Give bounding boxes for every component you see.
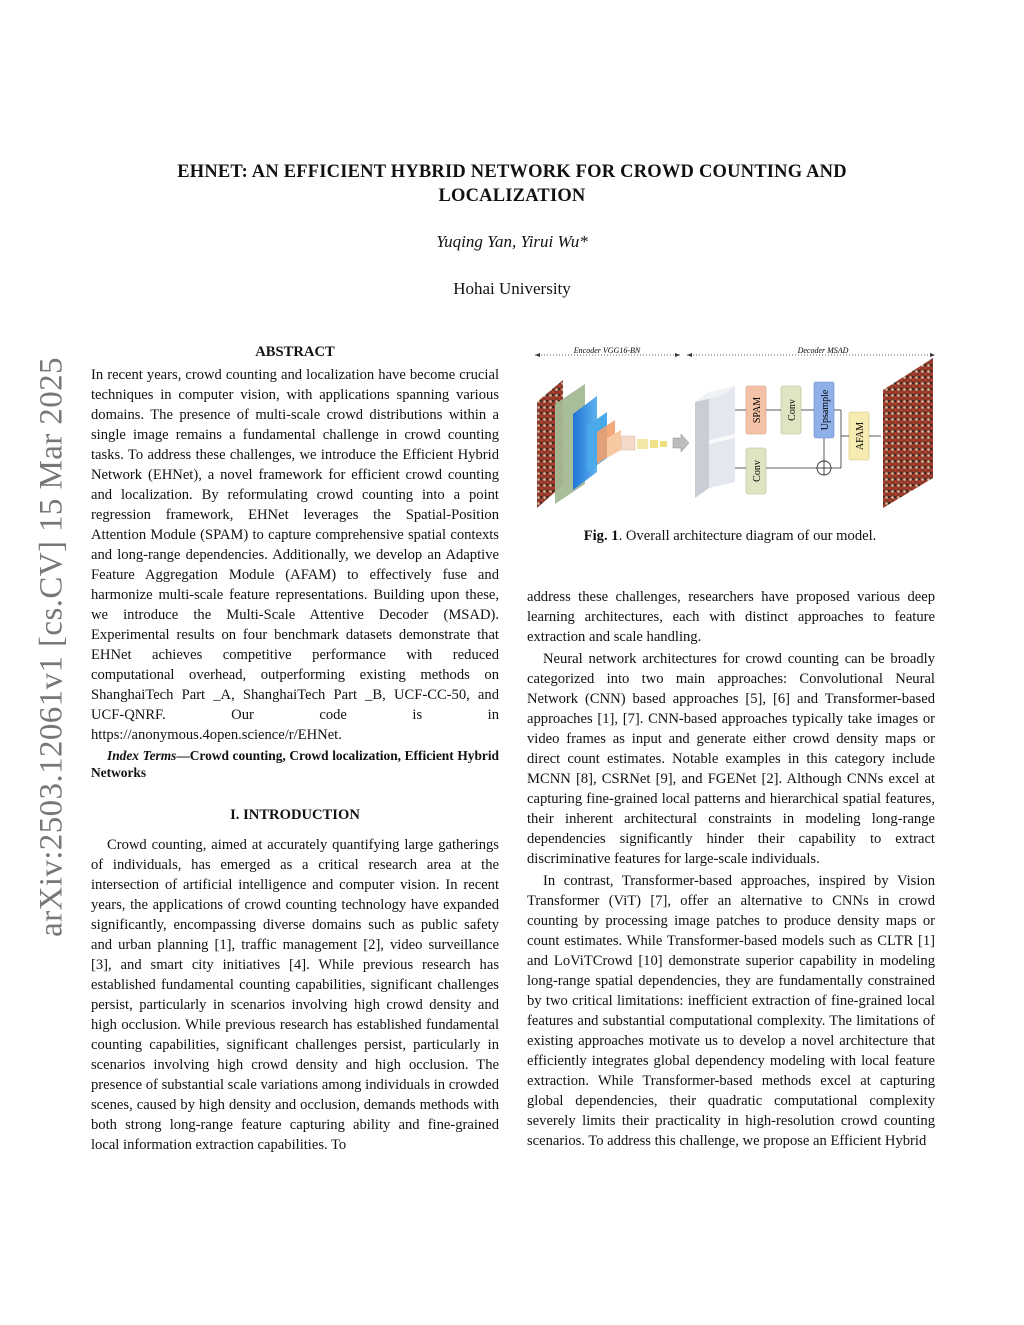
intro-heading: I. INTRODUCTION [230, 807, 360, 823]
authors: Yuqing Yan, Yirui Wu* [436, 232, 588, 251]
affiliation: Hohai University [453, 279, 571, 298]
conv-top-label: Conv [787, 399, 798, 421]
title-line-2: LOCALIZATION [438, 186, 586, 206]
transition-arrow-icon [673, 434, 689, 452]
title-line-1: EHNET: AN EFFICIENT HYBRID NETWORK FOR CROWD COUNTING AND [177, 162, 847, 182]
upsample-label: Upsample [820, 389, 831, 431]
afam-label: AFAM [855, 421, 866, 451]
decoder-arrow-right-icon [930, 353, 935, 357]
abstract-text: In recent years, crowd counting and localization have become crucial techniques in computer vision, with applications spanning various domains. The presence of multi-scale crowd distributions within a single image remains a fundamental challenge in crowd counting tasks. To address these challenges, we introduce the Efficient Hybrid Network (EHNet), a novel framework for efficient crowd counting and localization. By reformulating crowd counting into a point regression framework, EHNet leverages the Spatial-Position Attention Module (SPAM) to capture comprehensive spatial contexts and long-range dependencies. Additionally, we develop an Adaptive Feature Aggregation Module (AFAM) to effectively fuse and harmonize multi-scale feature representations. Building upon these, we introduce the Multi-Scale Attentive Decoder (MSAD). Experimental results on four benchmark datasets demonstrate that EHNet achieves competitive performance with reduced computational overhead, outperforming existing methods on ShanghaiTech Part _A, ShanghaiTech Part _B, UCF-CC-50, and UCF-QNRF. Our code is in https://anonymous.4open.science/r/EHNet. [91, 367, 499, 743]
encoder-block-9 [660, 441, 667, 447]
right-paragraph-2: In contrast, Transformer-based approaches, inspired by Vision Transformer (ViT) [7], offer an alternative to CNNs in crowd counting by processing image patches to produce density maps or count estimates. While Transformer-based models such as CLTR [1] and LoViTCrowd [10] demonstrate superior capability in modeling long-range spatial dependencies, they are fundamentally constrained by two critical limitations: inefficient extraction of fine-grained local features and substantial computational complexity. The limitations of existing approaches motivate us to develop a novel architecture that efficiently integrates global dependency modeling with local feature extraction. While Transformer-based methods excel at capturing global dependencies, their quadratic computational complexity severely limits their practicality in high-resolution crowd counting scenarios. To address this challenge, we propose an Efficient Hybrid [527, 873, 935, 1149]
spam-label: SPAM [752, 396, 763, 424]
encoder-arrow-right-icon [675, 353, 680, 357]
figure-caption [525, 528, 935, 545]
paper-title [0, 160, 1024, 208]
conv-bottom-label: Conv [752, 460, 763, 482]
right-paragraph-0: address these challenges, researchers have proposed various deep learning architectures, each with distinct approaches to feature extraction and scale handling. [527, 589, 935, 645]
index-terms-label: Index Terms [107, 748, 177, 763]
left-column [91, 342, 499, 1155]
figure-caption-text: . Overall architecture diagram of our model. [618, 528, 877, 544]
feature-block-side [695, 392, 709, 498]
encoder-block-6 [621, 436, 635, 450]
decoder-label: Decoder MSAD [797, 346, 849, 355]
architecture-diagram [525, 340, 945, 510]
figure-caption-label: Fig. 1 [583, 528, 619, 544]
intro-paragraph-1: Crowd counting, aimed at accurately quantifying large gatherings of individuals, has emerged as a critical research area at the intersection of artificial intelligence and computer vision. In recent years, the applications of crowd counting technology have expanded significantly, encompassing diverse domains such as public safety and urban planning [1], traffic management [2], video surveillance [3], and smart city initiatives [4]. While previous research has established fundamental counting capabilities, significant challenges persist, particularly in scenarios involving high crowd density and high occlusion. While previous research has established fundamental counting capabilities, significant challenges persist, particularly in scenarios involving high crowd density and high occlusion. The presence of substantial scale variations among individuals in crowded scenes, caused by high density and occlusion, demands methods with both strong long-range feature capturing ability and fine-grained local information extraction capabilities. To [91, 837, 499, 1153]
arxiv-identifier: arXiv:2503.12061v1 [cs.CV] 15 Mar 2025 [33, 357, 70, 937]
encoder-block-8 [650, 440, 658, 448]
right-column [527, 587, 935, 1151]
abstract-heading: ABSTRACT [255, 344, 335, 360]
right-paragraph-1: Neural network architectures for crowd counting can be broadly categorized into two main approaches: Convolutional Neural Network (CNN) based approaches [5], [6] and Transformer-based approaches [1], [7]. CNN-based approaches typically take images or video frames as input and generate either crowd density maps or direct count estimates. Notable examples in this category include MCNN [8], CSRNet [9], and FGENet [2]. Although CNNs excel at capturing fine-grained local patterns and hierarchical spatial features, their inherent architectural constraints in modeling long-range dependencies significantly hinder their capability to extract discriminative features for large-scale individuals. [527, 651, 935, 867]
index-terms-text: —Crowd counting, Crowd localization, Efficient Hybrid Networks [91, 748, 499, 780]
encoder-arrow-left-icon [535, 353, 540, 357]
output-crowd-image [883, 358, 933, 508]
encoder-label: Encoder VGG16-BN [573, 346, 641, 355]
encoder-block-7 [637, 439, 648, 449]
index-terms [91, 747, 499, 781]
figure-1 [525, 340, 945, 510]
decoder-arrow-left-icon [687, 353, 692, 357]
